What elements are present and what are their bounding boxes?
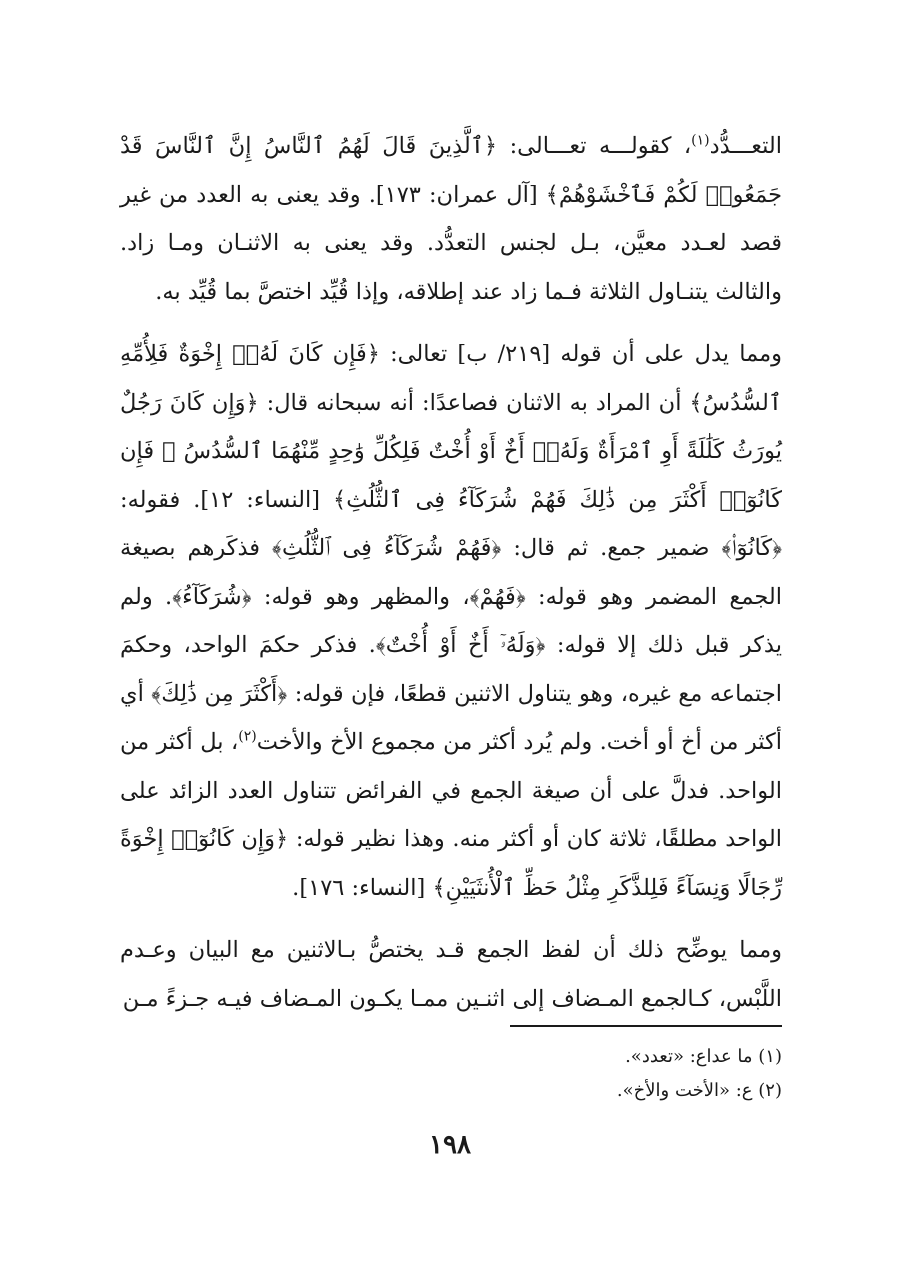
paragraph-2 (120, 330, 782, 912)
footnote-2: (٢) ع: «الأخت والأخ». (616, 1080, 782, 1101)
footnote-divider (510, 1025, 782, 1027)
page-number: ١٩٨ (429, 1130, 471, 1160)
paragraph-3 (120, 926, 782, 1023)
footnote-marker-2[interactable]: (٢) (238, 728, 257, 745)
footnote-marker-1[interactable]: (١) (691, 132, 710, 149)
paragraph-3-text: ومما يوضِّح ذلك أن لفظ الجمع قـد يختصُّ بـالاثنين مع البيان وعـدم اللَّبْس، كـالجمع المـضاف إلى اثنـين ممـا يكـون المـضاف فيـه جـزءً مـن (120, 937, 782, 1012)
paragraph-2-text-start: ومما يدل على أن قوله [٢١٩/ ب] تعالى: ﴿فَإِن كَانَ لَهُۥٓ إِخْوَةٌ فَلِأُمِّهِ ٱلسُّدُسُ﴾ أن المراد به الاثنان فصاعدًا: أنه سبحانه قال: ﴿وَإِن كَانَ رَجُلٌ يُورَثُ كَلَٰلَةً أَوِ ٱمْرَأَةٌ وَلَهُۥٓ أَخٌ أَوْ أُخْتٌ فَلِكُلِّ وَٰحِدٍ مِّنْهُمَا ٱلسُّدُسُ ۚ فَإِن كَانُوٓا۟ أَكْثَرَ مِن ذَٰلِكَ فَهُمْ شُرَكَآءُ فِى ٱلثُّلُثِ﴾ [النساء: ١٢]. فقوله: ﴿كَانُوٓا۟﴾ ضمير جمع. ثم قال: ﴿فَهُمْ شُرَكَآءُ فِى ٱلثُّلُثِ﴾ فذكَرهم بصيغة الجمع المضمر وهو قوله: ﴿فَهُمْ﴾، والمظهر وهو قوله: ﴿شُرَكَآءُ﴾. ولم يذكر قبل ذلك إلا قوله: ﴿وَلَهُۥٓ أَخٌ أَوْ أُخْتٌ﴾. فذكر حكمَ الواحد، وحكمَ اجتماعه مع غيره، وهو يتناول الاثنين قطعًا، فإن قوله: ﴿أَكْثَرَ مِن ذَٰلِكَ﴾ أي أكثر من أخ أو أخت. ولم يُرد أكثر من مجموع الأخ والأخت (120, 341, 783, 755)
paragraph-1-text-start: التعـــدُّد (709, 133, 782, 159)
paragraph-1 (120, 122, 782, 316)
paragraph-2-text-end: ، بل أكثر من الواحد. فدلَّ على أن صيغة الجمع في الفرائض تتناول العدد الزائد على الواحد مطلقًا، ثلاثة كان أو أكثر منه. وهذا نظير قوله: ﴿وَإِن كَانُوٓا۟ إِخْوَةً رِّجَالًا وَنِسَآءً فَلِلذَّكَرِ مِثْلُ حَظِّ ٱلْأُنثَيَيْنِ﴾ [النساء: ١٧٦]. (120, 729, 782, 901)
footnotes (120, 1040, 782, 1108)
paragraph-1-text-end: ، كقولـــه تعـــالى: ﴿ٱلَّذِينَ قَالَ لَهُمُ ٱلنَّاسُ إِنَّ ٱلنَّاسَ قَدْ جَمَعُوا۟ لَكُمْ فَٱخْشَوْهُمْ﴾ [آل عمران: ١٧٣]. وقد يعنى به العدد من غير قصد لعـدد معيَّن، بـل لجنس التعدُّد. وقد يعنى به الاثنـان ومـا زاد. والثالث يتنـاول الثلاثة فـما زاد عند إطلاقه، وإذا قُيِّد اختصَّ بما قُيِّد به. (120, 133, 782, 305)
footnote-1: (١) ما عداع: «تعدد». (625, 1046, 782, 1067)
main-text (120, 122, 782, 1023)
